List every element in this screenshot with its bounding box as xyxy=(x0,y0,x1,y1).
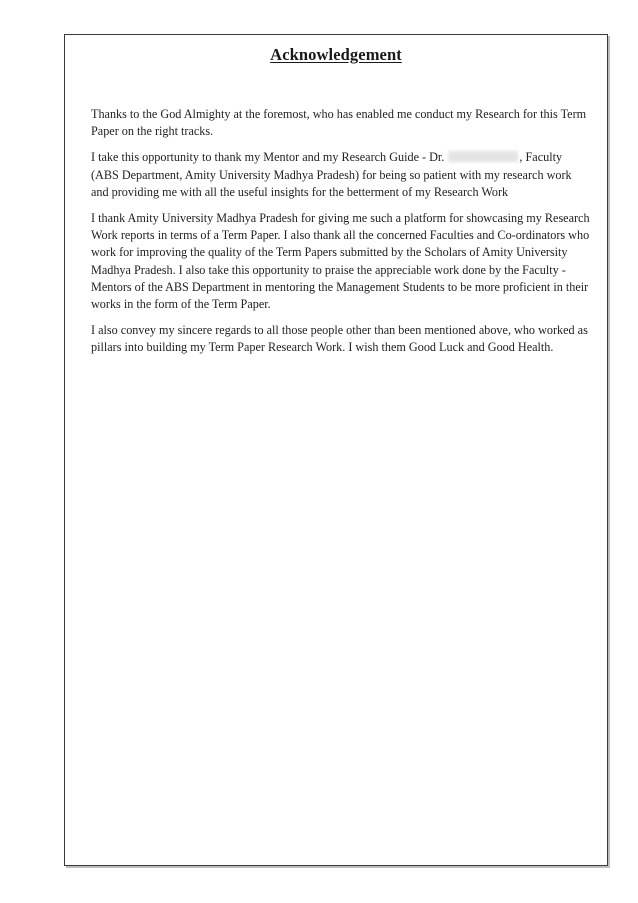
paragraph-2-start: I take this opportunity to thank my Mentor and my Research Guide - Dr. xyxy=(91,150,445,165)
paragraph-1: Thanks to the God Almighty at the foremost, who has enabled me conduct my Research for this Term Paper on the right tracks. xyxy=(91,107,587,139)
paragraph-3: I thank Amity University Madhya Pradesh for giving me such a platform for showcasing my Research Work reports in terms of a Term Paper. I also thank all the concerned Faculties and Co-ordinators who work for improving the quality of the Term Papers submitted by the Scholars of Amity University Madhya Pradesh. I also take this opportunity to praise the appreciable work done by the Faculty - Mentors of the ABS Department in mentoring the Management Students to be more proficient in their works in the form of the Term Paper. xyxy=(91,211,590,312)
page-title: Acknowledgement xyxy=(270,45,402,64)
redacted-name xyxy=(448,151,518,162)
page-shadow xyxy=(66,866,610,868)
paragraph-4: I also convey my sincere regards to all those people other than been mentioned above, who worked as pillars into building my Term Paper Research Work. I wish them Good Luck and Good Health. xyxy=(91,323,588,355)
paragraph-2 xyxy=(91,149,591,201)
document-body xyxy=(91,106,591,366)
paragraph-2-end: , Faculty (ABS Department, Amity University Madhya Pradesh) for being so patient with my research work and providing me with all the useful insights for the betterment of my Research Work xyxy=(91,150,572,199)
page-shadow xyxy=(608,36,610,868)
